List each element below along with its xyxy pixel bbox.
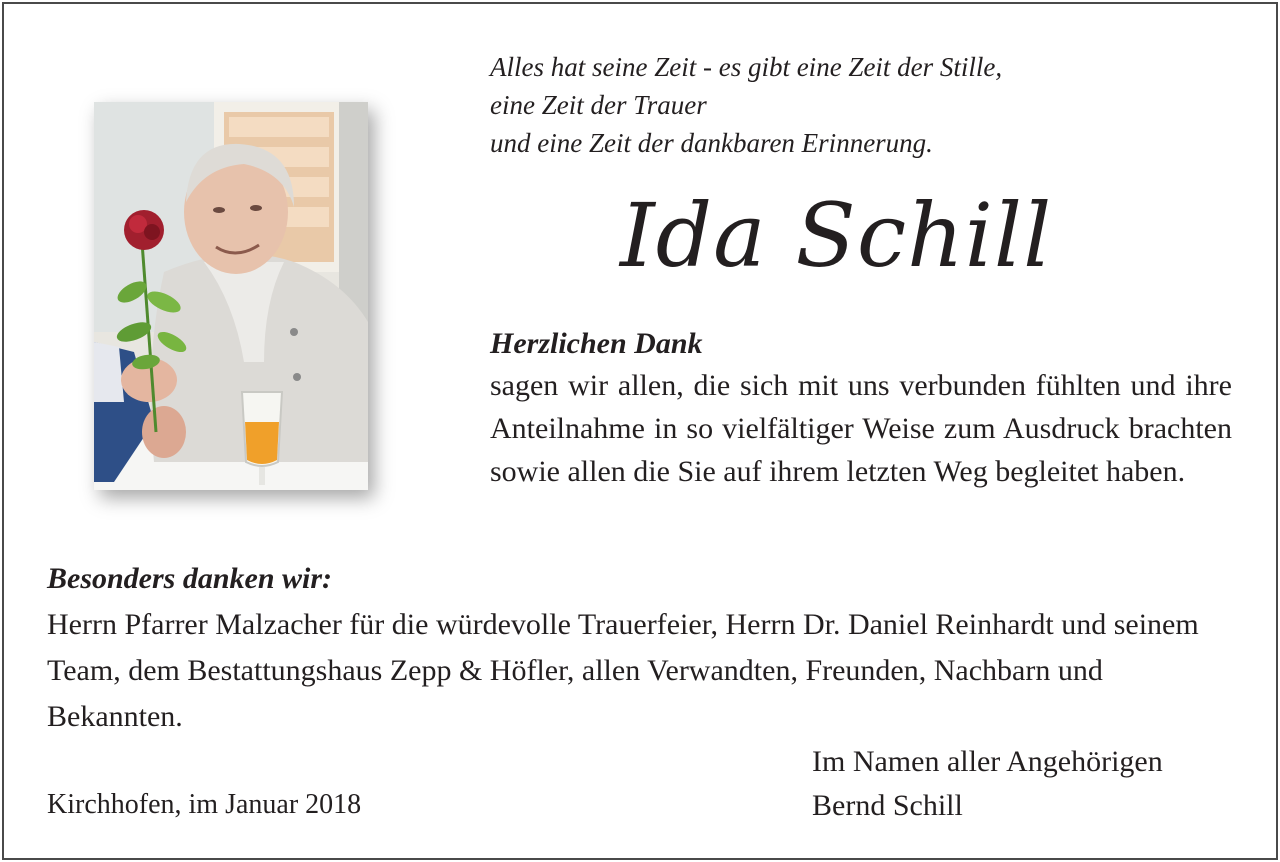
signoff-name: Bernd Schill [812, 789, 963, 822]
motto-line-1: Alles hat seine Zeit - es gibt eine Zeit der Stille, [490, 52, 1003, 82]
deceased-name: Ida Schill [620, 184, 1053, 287]
special-thanks-body: Herrn Pfarrer Malzacher für die würdevolle Trauerfeier, Herrn Dr. Daniel Reinhardt und seinem Team, dem Bestattungshaus Zepp & Höfler, allen Verwandten, Freunden, Nachbarn und Bekannten. [47, 608, 1199, 733]
thanks-body: sagen wir allen, die sich mit uns verbunden fühlten und ihre Anteilnahme in so vielfältiger Weise zum Ausdruck brachten sowie allen die Sie auf ihrem letzten Weg begleitet haben. [490, 369, 1232, 488]
place-date: Kirchhofen, im Januar 2018 [47, 789, 362, 820]
portrait-photo [94, 102, 368, 490]
signoff-line-1: Im Namen aller Angehörigen [812, 745, 1163, 778]
thanks-heading: Herzlichen Dank [490, 327, 703, 360]
signoff [812, 740, 1163, 828]
motto-line-2: eine Zeit der Trauer [490, 90, 707, 120]
motto-quote [490, 48, 1002, 162]
motto-line-3: und eine Zeit der dankbaren Erinnerung. [490, 128, 933, 158]
special-thanks-heading: Besonders danken wir: [47, 562, 333, 595]
